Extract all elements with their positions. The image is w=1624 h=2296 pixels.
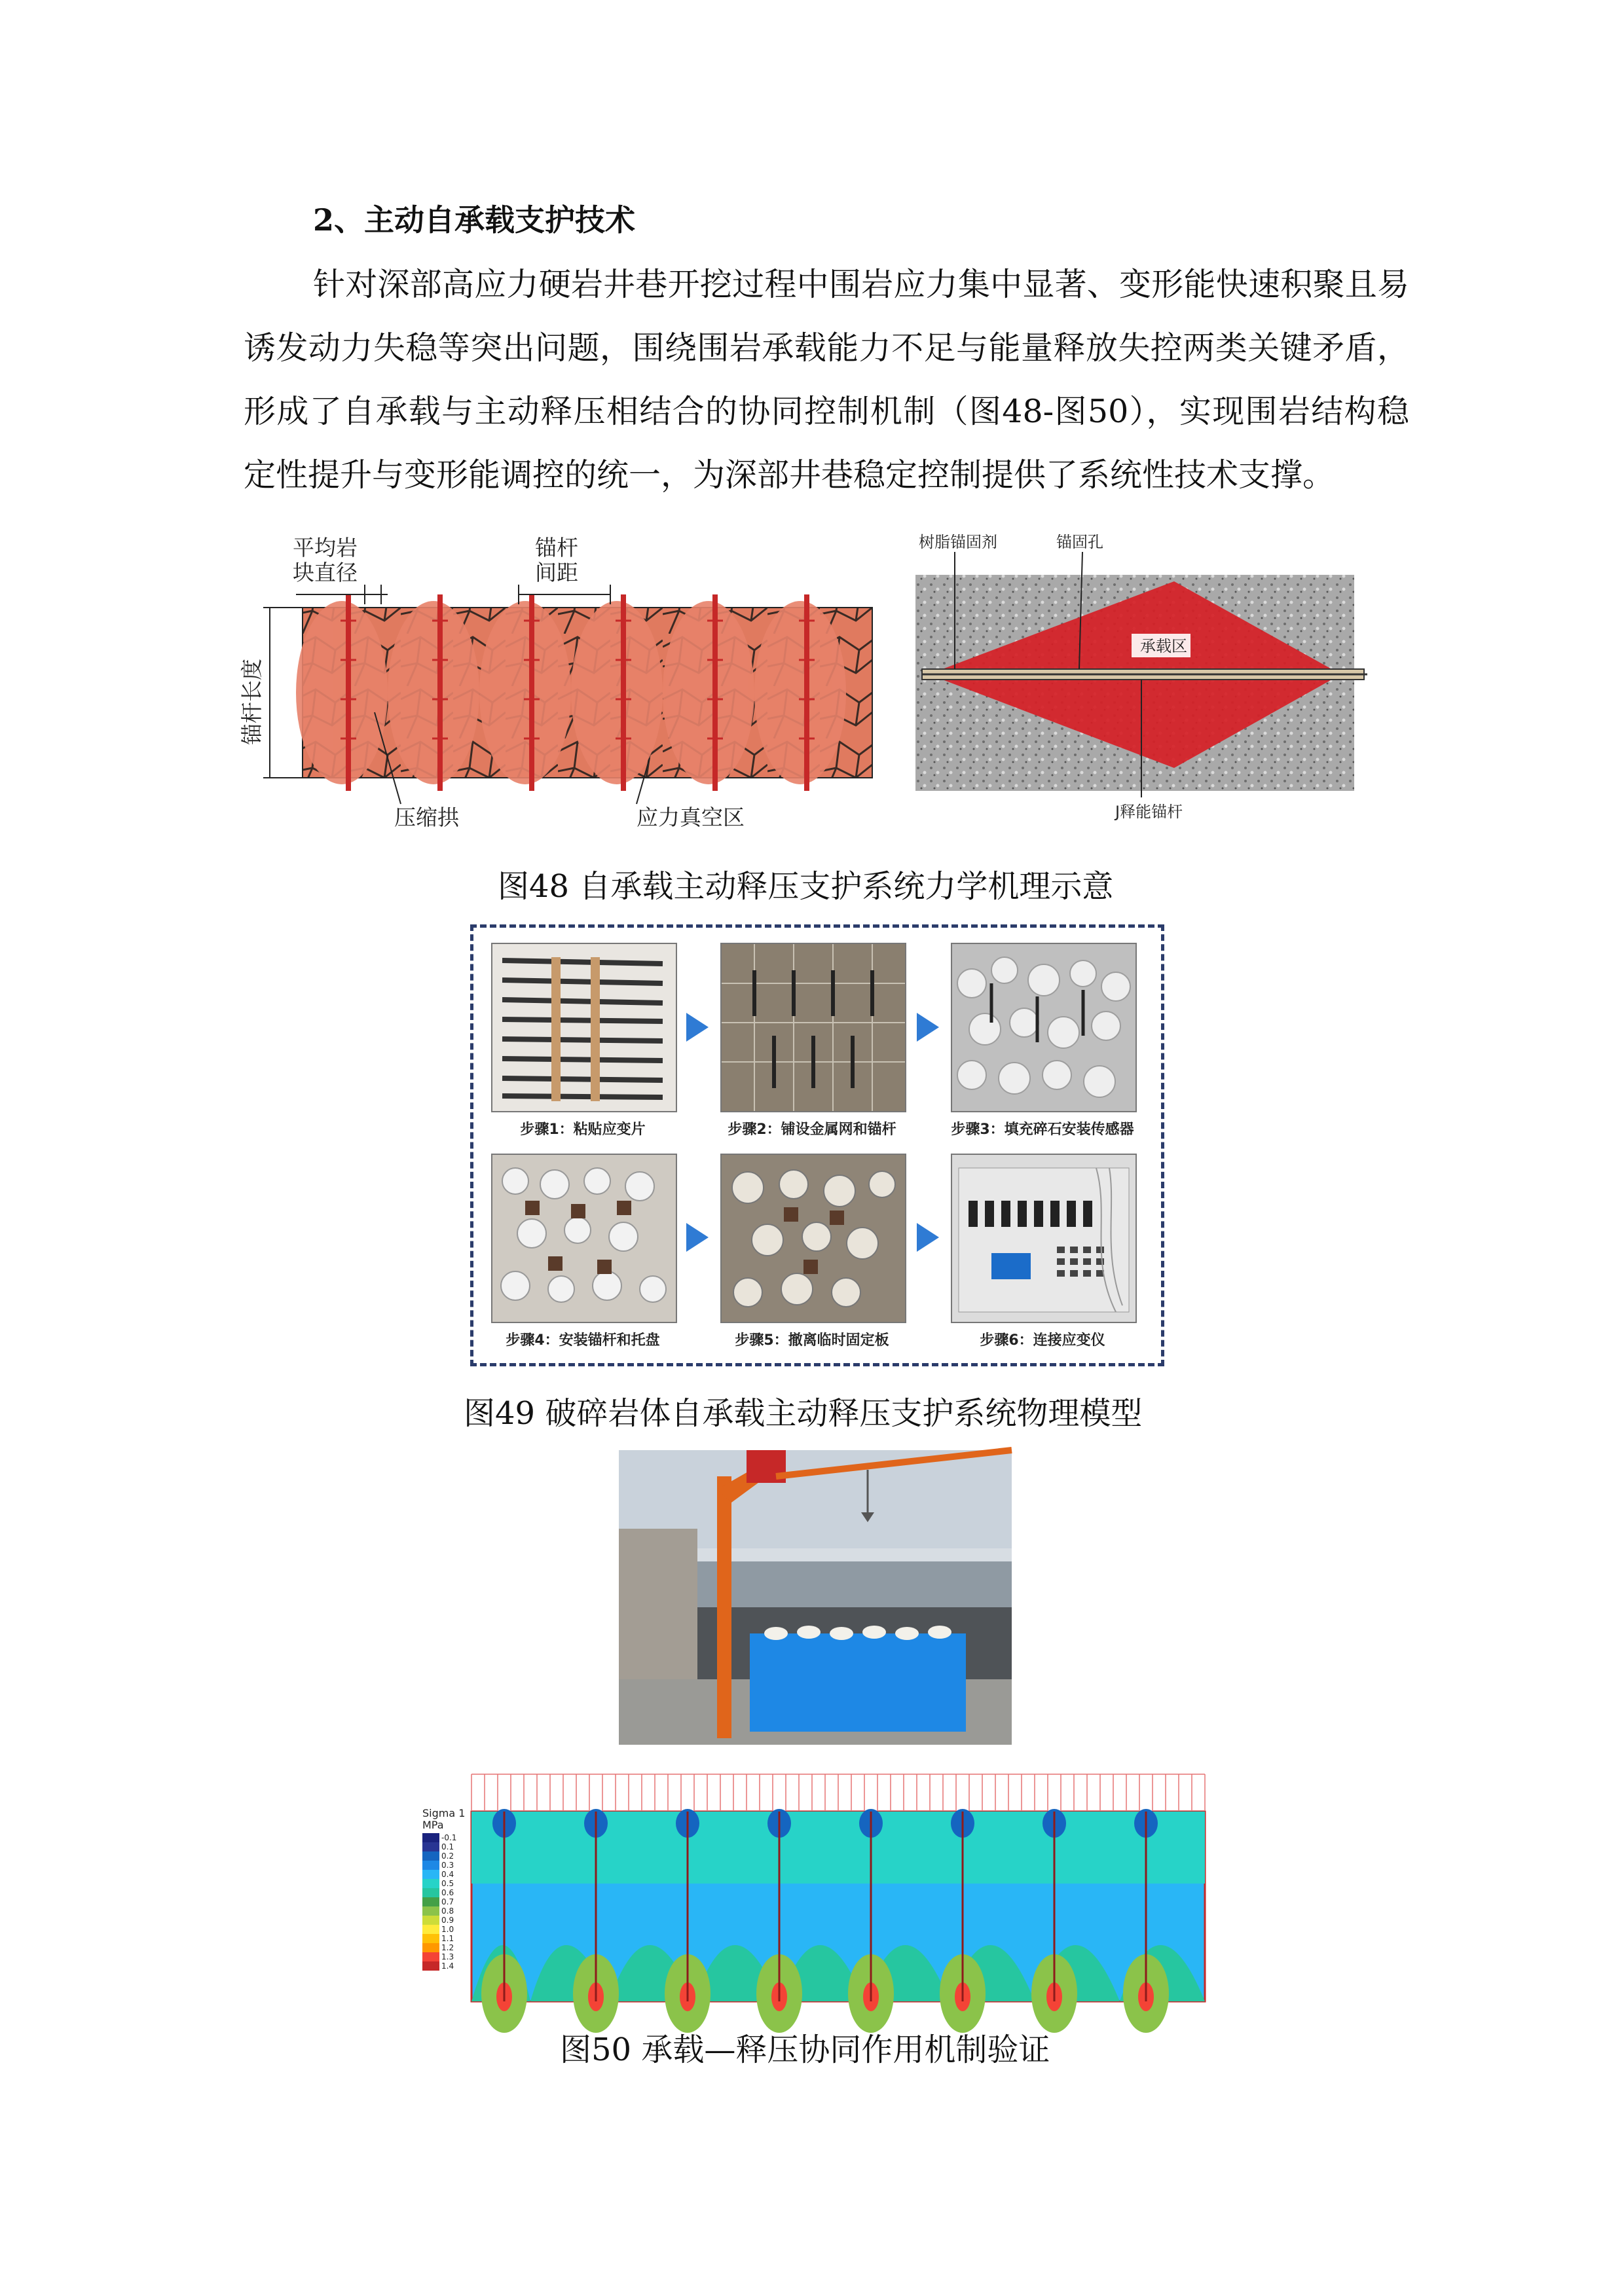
legend-val-13: 1.3 [441,1952,454,1961]
legend-val-10: 1.0 [441,1925,454,1934]
label-spacing-2: 间距 [535,560,578,585]
legend-val-4: 0.4 [441,1870,454,1879]
step5-photo [720,1154,906,1323]
label-stress-vacuum: 应力真空区 [637,805,745,830]
step3-photo [951,943,1137,1112]
step6-photo [951,1154,1137,1323]
legend-title-1: Sigma 1 [422,1807,466,1819]
section-heading: 2、主动自承载支护技术 [313,202,636,238]
arrow-step1-2 [686,1013,709,1042]
figure49-caption: 图49 破碎岩体自承载主动释压支护系统物理模型 [464,1395,1143,1432]
label-resin: 树脂锚固剂 [919,533,997,551]
step2-photo [720,943,906,1112]
label-anchor-hole: 锚固孔 [1056,533,1103,551]
section-paragraph: 针对深部高应力硬岩井巷开挖过程中围岩应力集中显著、变形能快速积聚且易诱发动力失稳等突出问题，围绕围岩承载能力不足与能量释放失控两类关键矛盾，形成了自承载与主动释压相结合的协同控制机制（图48-图50），实现围岩结构稳定性提升与变形能调控的统一，为深部井巷稳定控制提供了系统性技术支撑。 [244,266,1409,494]
step4-photo [491,1154,677,1323]
legend-val-12: 1.2 [441,1943,454,1952]
legend-val-1: 0.1 [441,1842,454,1851]
label-compression-arch: 压缩拱 [394,805,459,830]
legend-val-8: 0.8 [441,1906,454,1916]
label-bearing-zone: 承载区 [1140,637,1187,655]
label-rock-size-2: 块直径 [293,560,358,585]
legend-val-5: 0.5 [441,1879,454,1888]
legend-val-3: 0.3 [441,1861,454,1870]
step4-label: 步骤4：安装锚杆和托盘 [506,1332,660,1349]
figure50-photo [619,1450,1012,1745]
step2-label: 步骤2：铺设金属网和锚杆 [728,1121,896,1138]
step5-label: 步骤5：撤离临时固定板 [735,1332,889,1349]
arrow-step2-3 [917,1013,939,1042]
legend-val-9: 0.9 [441,1916,454,1925]
figure50-contour-plot [419,1771,1211,2010]
label-spacing-1: 锚杆 [535,535,578,560]
legend-val-2: 0.2 [441,1851,454,1861]
legend-val-7: 0.7 [441,1897,454,1906]
step1-photo [491,943,677,1112]
arrow-step4-5 [686,1223,709,1252]
label-rock-size-1: 平均岩 [293,535,358,560]
label-bolt-length: 锚杆长度 [239,659,265,745]
contour-legend [422,1807,465,1971]
figure50-caption: 图50 承载—释压协同作用机制验证 [560,2032,1050,2068]
step3-label: 步骤3：填充碎石安装传感器 [951,1121,1134,1138]
figure48-left-diagram [239,529,898,837]
step1-label: 步骤1：粘贴应变片 [520,1121,646,1138]
figure48-right-diagram [915,529,1374,837]
legend-val-11: 1.1 [441,1934,454,1943]
label-j-bolt: J释能锚杆 [1115,803,1183,821]
legend-val-0: -0.1 [441,1833,457,1842]
step6-label: 步骤6：连接应变仪 [980,1332,1105,1349]
legend-val-6: 0.6 [441,1888,454,1897]
figure48-caption: 图48 自承载主动释压支护系统力学机理示意 [498,868,1114,905]
legend-title-2: MPa [422,1819,444,1831]
arrow-step5-6 [917,1223,939,1252]
legend-val-14: 1.4 [441,1961,454,1971]
